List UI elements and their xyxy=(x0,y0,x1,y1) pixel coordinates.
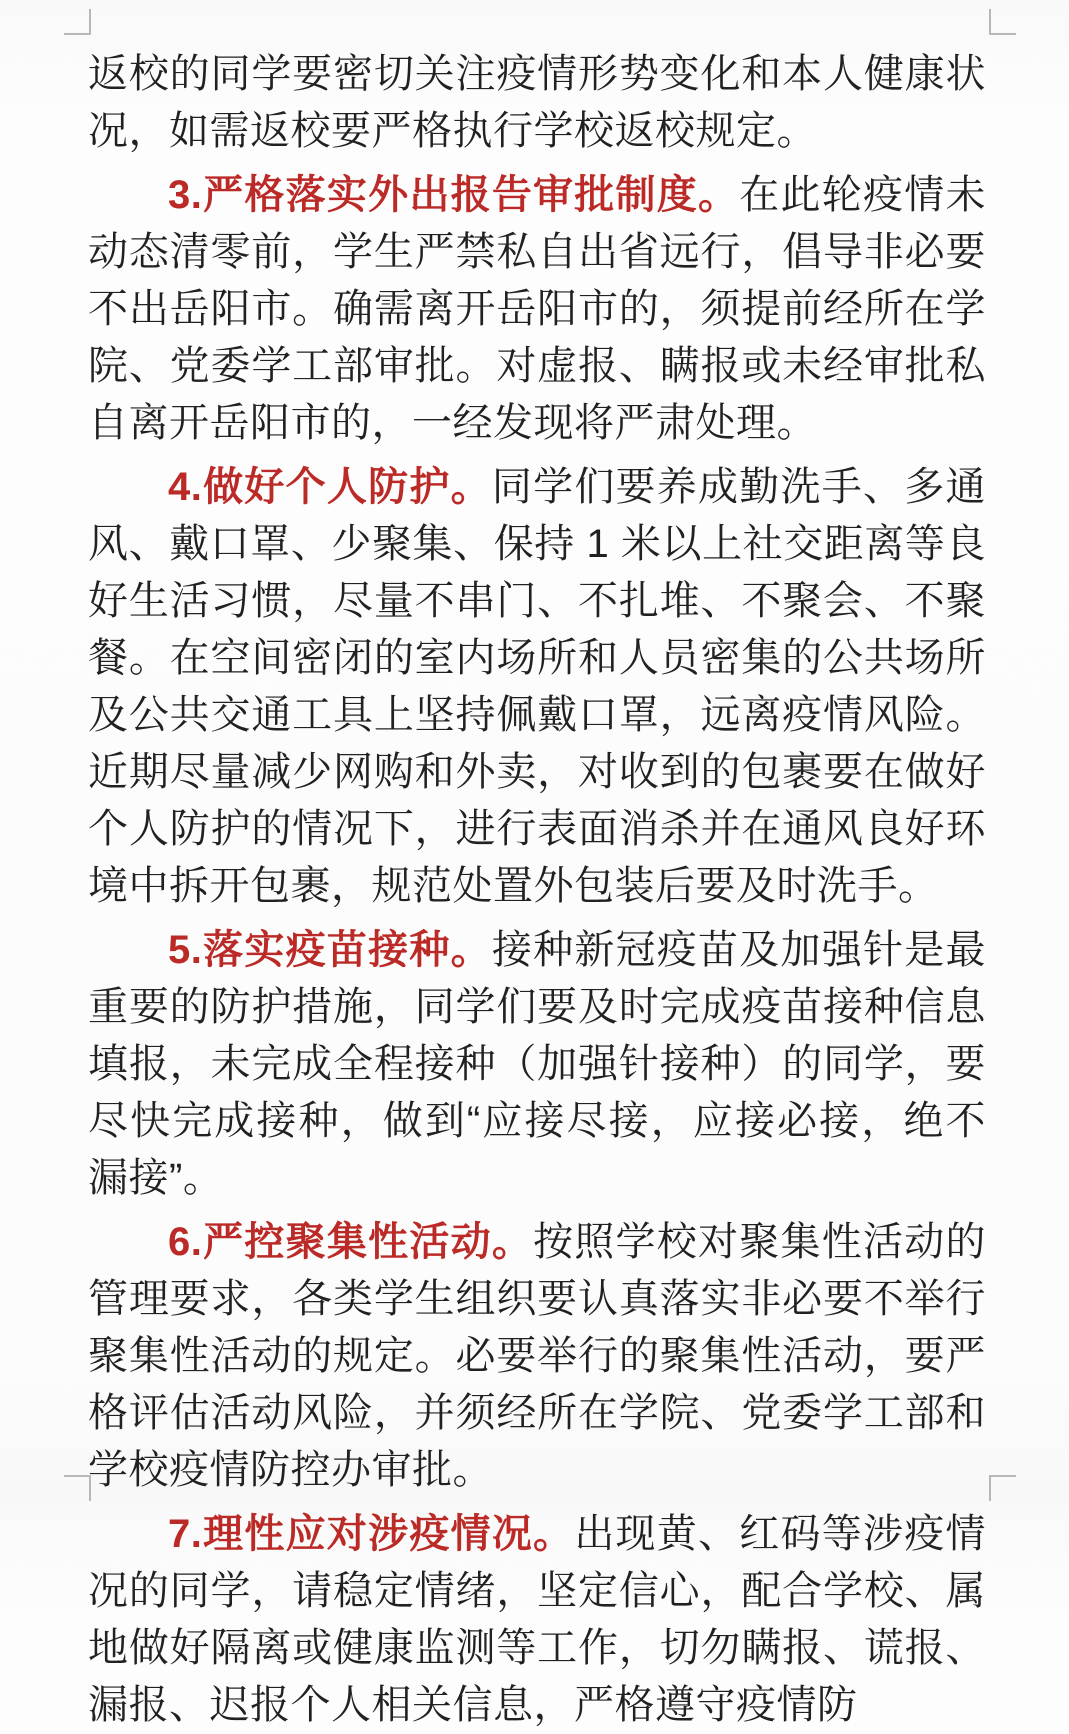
paragraph-heading: 4.做好个人防护。 xyxy=(168,465,492,509)
paragraph-body: 按照学校对聚集性活动的管理要求，各类学生组织要认真落实非必要不举行聚集性活动的规定。必要举行的聚集性活动，要严格评估活动风险，并须经所在学院、党委学工部和学校疫情防控办审批。 xyxy=(88,1220,987,1492)
paragraph-body: 出现黄、红码等涉疫情况的同学，请稳定情绪，坚定信心，配合学校、属地做好隔离或健康监测等工作，切勿瞒报、谎报、漏报、迟报个人相关信息，严格遵守疫情防 xyxy=(88,1512,987,1727)
paragraph-heading: 7.理性应对涉疫情况。 xyxy=(168,1512,575,1556)
paragraph-item-4 xyxy=(88,459,986,915)
text-boundary-mark-top-left xyxy=(64,9,91,35)
paragraph-item-7 xyxy=(88,1506,986,1734)
text-boundary-mark-top-right xyxy=(989,9,1016,35)
text-boundary-mark-bottom-left xyxy=(64,1475,91,1501)
paragraph-heading: 6.严控聚集性活动。 xyxy=(168,1220,534,1264)
paragraph-item-3 xyxy=(88,167,986,452)
paragraph-item-6 xyxy=(88,1214,986,1499)
text-boundary-mark-bottom-right xyxy=(989,1475,1016,1501)
paragraph-heading: 3.严格落实外出报告审批制度。 xyxy=(168,173,740,217)
document-text-area xyxy=(88,46,986,1734)
paragraph-heading: 5.落实疫苗接种。 xyxy=(168,928,492,972)
paragraph-body: 同学们要养成勤洗手、多通风、戴口罩、少聚集、保持 1 米以上社交距离等良好生活习惯，尽量不串门、不扎堆、不聚会、不聚餐。在空间密闭的室内场所和人员密集的公共场所及公共交通工具上坚持佩戴口罩，远离疫情风险。近期尽量减少网购和外卖，对收到的包裹要在做好个人防护的情况下，进行表面消杀并在通风良好环境中拆开包裹，规范处置外包装后要及时洗手。 xyxy=(88,465,987,908)
paragraph-item-5 xyxy=(88,922,986,1207)
paragraph-body: 返校的同学要密切关注疫情形势变化和本人健康状况，如需返校要严格执行学校返校规定。 xyxy=(88,52,986,153)
paragraph-continuation xyxy=(88,46,986,160)
paragraph-body: 接种新冠疫苗及加强针是最重要的防护措施，同学们要及时完成疫苗接种信息填报，未完成全程接种（加强针接种）的同学，要尽快完成接种，做到“应接尽接，应接必接，绝不漏接”。 xyxy=(88,928,987,1200)
paragraph-body: 在此轮疫情未动态清零前，学生严禁私自出省远行，倡导非必要不出岳阳市。确需离开岳阳市的，须提前经所在学院、党委学工部审批。对虚报、瞒报或未经审批私自离开岳阳市的，一经发现将严肃处理。 xyxy=(88,173,987,445)
